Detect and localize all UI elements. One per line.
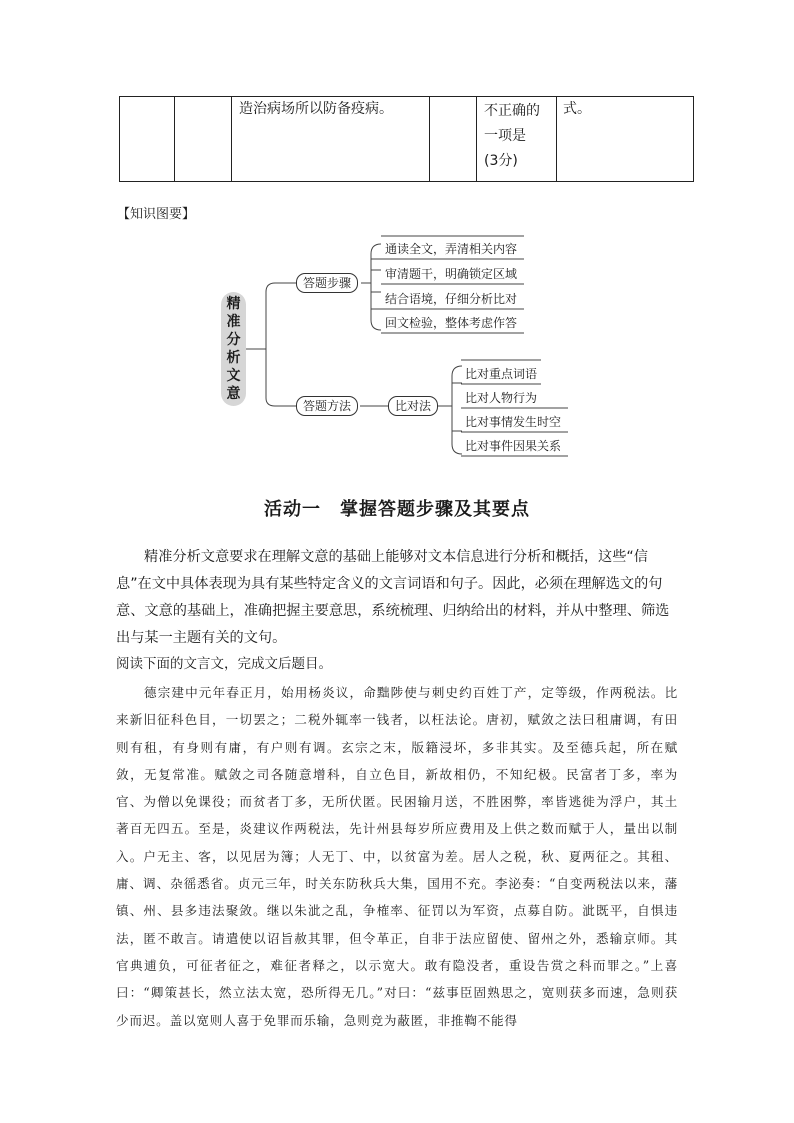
mind-map-leaf: 通读全文，弄清相关内容: [385, 242, 518, 256]
table-cell-line: (3分): [484, 153, 518, 169]
passage-text: 德宗建中元年春正月，始用杨炎议，命黜陟使与刺史约百姓丁产，定等级，作两税法。比来新旧征科色目，一切罢之；二税外辄率一钱者，以枉法论。唐初，赋敛之法曰租庸调，有田则有租，有身则有庸，有户则有调。玄宗之末，版籍浸坏，多非其实。及至德兵起，所在赋敛，无复常准。赋敛之司各随意增科，自立色目，新故相仍，不知纪极。民富者丁多，率为官、为僧以免课役；而贫者丁多，无所伏匿。民困输月送，不胜困弊，率皆逃徙为浮户，其土著百无四五。至是，炎建议作两税法，先计州县每岁所应费用及上供之数而赋于人，量出以制入。户无主、客，以见居为簿；人无丁、中，以贫富为差。居人之税，秋、夏两征之。其租、庸、调、杂徭悉省。贞元三年，时关东防秋兵大集，国用不充。李泌奏：“自变两税法以来，藩镇、州、县多违法聚敛。继以朱泚之乱，争榷率、征罚以为军资，点募自防。泚既平，自惧违法，匿不敢言。请遣使以诏旨赦其罪，但令革正，自非于法应留使、留州之外，悉输京师。其官典逋负，可征者征之，难征者释之，以示宽大。敢有隐没者，重设告赏之科而罪之。”上喜曰：“卿策甚长，然立法太宽，恐所得无几。”对曰：“兹事臣固熟思之，宽则获多而速，急则获少而迟。盖以宽则人喜于免罪而乐输，急则竞为蔽匿，非推鞫不能得: [116, 685, 678, 1028]
table-cell: [557, 97, 694, 182]
answer-table: [119, 96, 694, 182]
mind-map-root-char: 意: [226, 386, 241, 402]
mind-map-leaf: 审清题干，明确锁定区域: [385, 267, 518, 281]
mind-map-leaf: 比对重点词语: [465, 367, 538, 381]
task-instruction: 阅读下面的文言文，完成文后题目。: [116, 656, 332, 672]
mind-map-root-char: 文: [226, 368, 241, 384]
table-cell: [120, 97, 175, 182]
mind-map-root: [221, 292, 246, 406]
mind-map-root-char: 准: [226, 314, 241, 330]
mind-map-branch-method: 答题方法: [296, 396, 358, 416]
table-cell-line: 不正确的: [484, 103, 540, 119]
mind-map-root-char: 分: [226, 332, 241, 348]
table-cell: [232, 97, 430, 182]
mind-map-leaf: 结合语境，仔细分析比对: [385, 292, 518, 306]
knowledge-map-heading: 【知识图要】: [117, 207, 196, 222]
mind-map-branch-steps: 答题步骤: [296, 273, 358, 293]
table-row: [120, 97, 694, 182]
mind-map-root-char: 精: [226, 296, 241, 312]
mind-map-leaf: 回文检验，整体考虑作答: [385, 316, 518, 330]
classical-passage: [116, 679, 678, 1034]
mind-map-leaf: 比对事情发生时空: [465, 415, 562, 429]
table-cell: [175, 97, 232, 182]
table-cell-line: 一项是: [484, 128, 526, 144]
table-cell: [477, 97, 557, 182]
table-cell-text: 式。: [563, 101, 591, 117]
mind-map-sub-compare: 比对法: [388, 396, 438, 416]
mind-map-leaf: 比对事件因果关系: [465, 439, 562, 453]
table-cell-text: 造治病场所以防备疫病。: [239, 101, 393, 117]
mind-map-leaf: 比对人物行为: [465, 391, 538, 405]
mind-map-root-char: 析: [226, 350, 241, 366]
table-cell: [430, 97, 477, 182]
section-title: 活动一 掌握答题步骤及其要点: [264, 499, 530, 520]
intro-paragraph: 精准分析文意要求在理解文意的基础上能够对文本信息进行分析和概括，这些“信息”在文中具体表现为具有某些特定含义的文言词语和句子。因此，必须在理解选文的句意、文意的基础上，准确把握主要意思，系统梳理、归纳给出的材料，并从中整理、筛选出与某一主题有关的文句。: [116, 549, 670, 646]
